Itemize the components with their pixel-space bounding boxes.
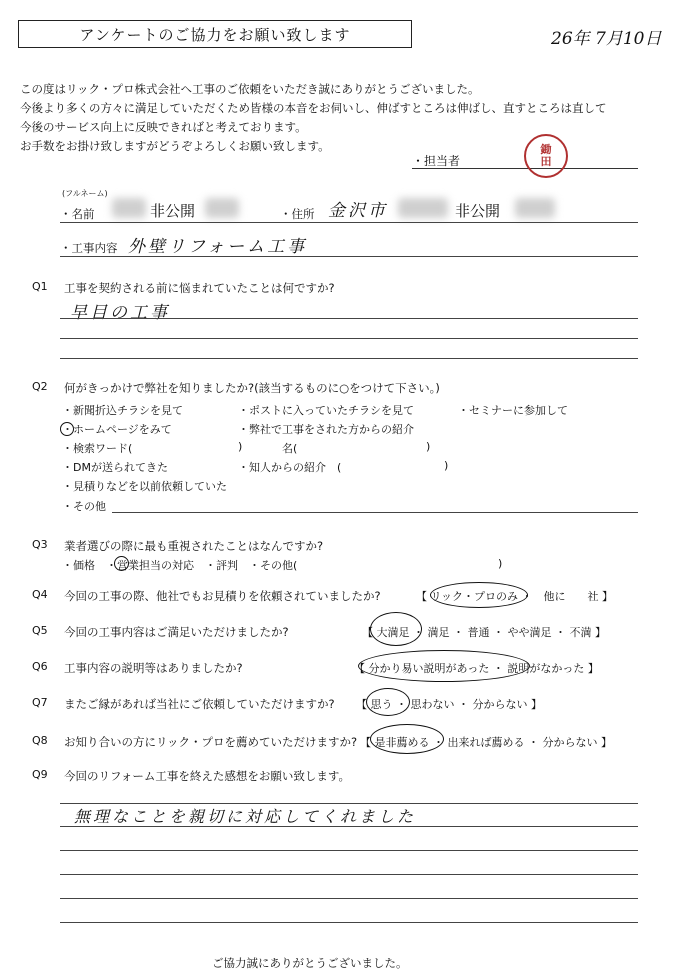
answer-line (60, 898, 638, 899)
intro-text (20, 80, 607, 156)
staff-seal-stamp (524, 134, 568, 178)
staff-label: ・担当者 (412, 154, 461, 168)
q2-option-selected: ・ホームページをみて (62, 423, 172, 436)
selection-circle (370, 612, 422, 646)
redaction-blur (515, 198, 555, 218)
answer-line (60, 874, 638, 875)
name-label: ・名前 (60, 207, 95, 221)
q2-option: ・セミナーに参加して (458, 404, 568, 417)
q3-text: 業者選びの際に最も重視されたことはなんですか? (64, 539, 324, 553)
work-value: 外壁リフォーム工事 (128, 237, 308, 257)
q3-options: ・価格 ・営業担当の対応 ・評判 ・その他( (62, 559, 298, 572)
q2-option: ・ポストに入っていたチラシを見て (238, 404, 414, 417)
selection-circle (430, 582, 528, 608)
q2-option: ・検索ワード( (62, 442, 133, 455)
other-line (112, 512, 638, 513)
selection-circle (358, 650, 530, 682)
seal-char: 鋤 (540, 143, 552, 156)
q1-answer: 早目の工事 (70, 303, 170, 323)
footer-thanks: ご協力誠にありがとうございました。 (212, 956, 408, 970)
survey-date: 26年 7月10日 (551, 29, 662, 49)
selection-circle (366, 688, 410, 716)
q1-text: 工事を契約される前に悩まれていたことは何ですか? (64, 281, 335, 295)
selection-circle (370, 724, 444, 754)
address-city: 金沢市 (328, 201, 388, 221)
q2-option-close: ) (238, 440, 243, 453)
q5-text: 今回の工事内容はご満足いただけましたか? (64, 625, 289, 639)
q8-number: Q8 (32, 734, 48, 747)
intro-line: 今後のサービス向上に反映できればと考えております。 (20, 120, 307, 134)
q4-answer: 【 リック・プロのみ ・ 他に 社 】 (416, 590, 614, 603)
q2-option: ・見積りなどを以前依頼していた (62, 480, 227, 493)
q9-text: 今回のリフォーム工事を終えた感想をお願い致します。 (64, 769, 351, 783)
q2-option-close: ) (444, 459, 449, 472)
q1-number: Q1 (32, 280, 48, 293)
selection-circle (60, 422, 74, 436)
answer-line (60, 318, 638, 319)
q2-option: ・DMが送られてきた (62, 461, 168, 474)
redaction-blur (205, 198, 239, 218)
q5-number: Q5 (32, 624, 48, 637)
staff-line (412, 168, 638, 169)
answer-line (60, 358, 638, 359)
name-line (60, 222, 638, 223)
answer-line (60, 850, 638, 851)
address-value: 非公開 (455, 202, 501, 220)
answer-line (60, 803, 638, 804)
intro-line: お手数をお掛け致しますがどうぞよろしくお願い致します。 (20, 139, 330, 153)
q8-text: お知り合いの方にリック・プロを薦めていただけますか? (64, 735, 358, 749)
name-value: 非公開 (150, 202, 196, 220)
answer-line (60, 338, 638, 339)
q2-number: Q2 (32, 380, 48, 393)
q7-number: Q7 (32, 696, 48, 709)
q3-number: Q3 (32, 538, 48, 551)
q2-option: 名( (282, 442, 298, 455)
intro-line: 今後より多くの方々に満足していただくため皆様の本音をお伺いし、伸ばすところは伸ばし、直すところは直して (20, 101, 607, 115)
q5-answer: 【 大満足 ・ 満足 ・ 普通 ・ やや満足 ・ 不満 】 (362, 626, 606, 639)
q2-text: 何がきっかけで弊社を知りましたか?(該当するものに○をつけて下さい。) (64, 381, 440, 395)
redaction-blur (112, 198, 146, 218)
intro-line: この度はリック・プロ株式会社へ工事のご依頼をいただき誠にありがとうございました。 (20, 82, 480, 96)
q7-text: またご縁があれば当社にご依頼していただけますか? (64, 697, 335, 711)
work-label: ・工事内容 (60, 241, 118, 255)
answer-line (60, 922, 638, 923)
q4-number: Q4 (32, 588, 48, 601)
q4-text: 今回の工事の際、他社でもお見積りを依頼されていましたか? (64, 589, 381, 603)
seal-char: 田 (540, 155, 552, 168)
redaction-blur (398, 198, 448, 218)
q6-text: 工事内容の説明等はありましたか? (64, 661, 243, 675)
q7-answer: 【 思う ・ 思わない ・ 分からない 】 (356, 698, 542, 711)
q2-option: ・弊社で工事をされた方からの紹介 (238, 423, 414, 436)
q8-answer: 【 是非薦める ・ 出来れば薦める ・ 分からない 】 (360, 736, 612, 749)
q6-number: Q6 (32, 660, 48, 673)
q2-option: ・新聞折込チラシを見て (62, 404, 183, 417)
q3-close: ) (498, 557, 503, 570)
q2-option: ・知人からの紹介 ( (238, 461, 342, 474)
answer-line (60, 826, 638, 827)
selection-circle (114, 556, 129, 571)
q9-answer: 無理なことを親切に対応してくれました (74, 807, 417, 826)
address-label: ・住所 (280, 207, 315, 221)
fullname-hint: (フルネーム) (62, 189, 108, 198)
q2-option: ・その他 (62, 500, 106, 513)
q6-answer: 【 分かり易い説明があった ・ 説明がなかった 】 (354, 662, 599, 675)
work-line (60, 256, 638, 257)
survey-title: アンケートのご協力をお願い致します (18, 20, 412, 48)
q2-option-close: ) (426, 440, 431, 453)
q9-number: Q9 (32, 768, 48, 781)
